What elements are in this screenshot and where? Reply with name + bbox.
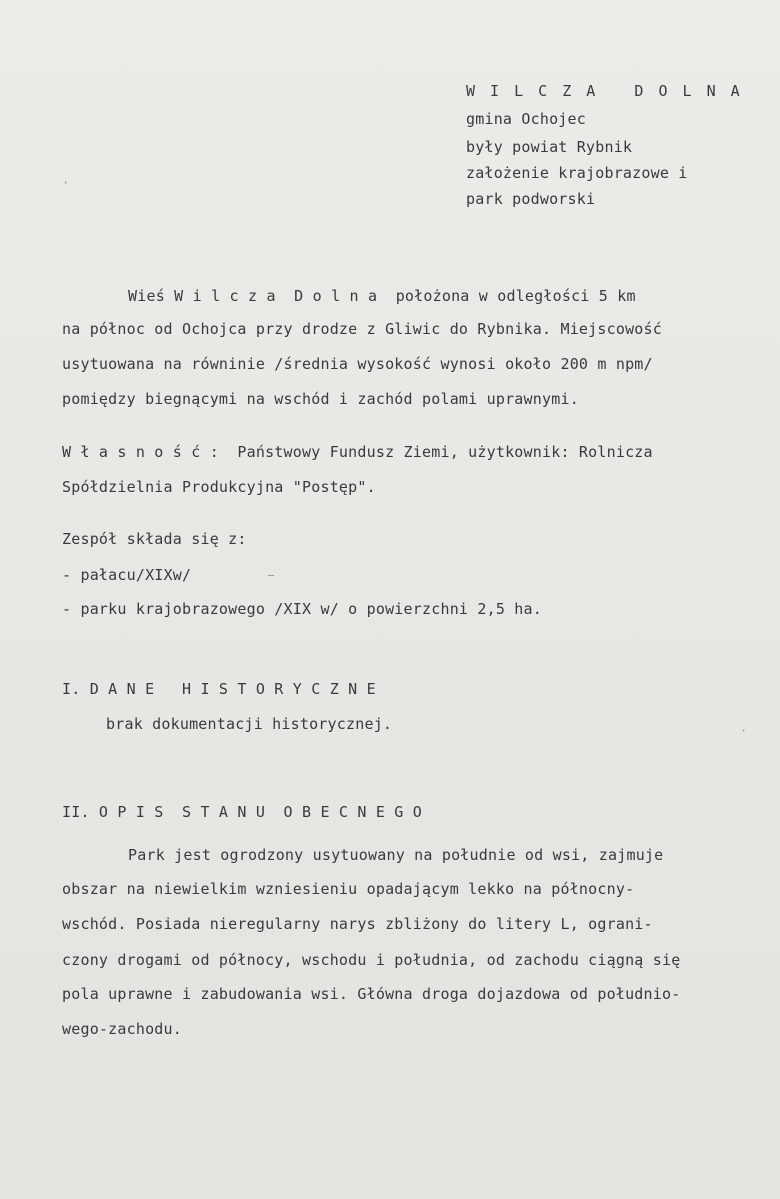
intro-line-1: Wieś W i l c z a D o l n a położona w odległości 5 km [128,287,636,305]
header-line-district: były powiat Rybnik [466,138,633,156]
composition-item-park: - parku krajobrazowego /XIX w/ o powierzchni 2,5 ha. [62,600,542,618]
section-1-heading: I. D A N E H I S T O R Y C Z N E [62,680,376,698]
section-2-line-3: wschód. Posiada nieregularny narys zbliżony do litery L, ograni- [62,915,653,933]
header-line-commune: gmina Ochojec [466,110,586,128]
section-2-line-2: obszar na niewielkim wzniesieniu opadającym lekko na północny- [62,880,635,898]
section-2-line-6: wego-zachodu. [62,1020,182,1038]
stray-mark [268,575,274,576]
section-1-text: brak dokumentacji historycznej. [106,715,393,733]
section-2-line-5: pola uprawne i zabudowania wsi. Główna droga dojazdowa od południo- [62,985,681,1003]
ownership-line-2: Spółdzielnia Produkcyjna "Postęp". [62,478,376,496]
header-line-park: park podworski [466,190,596,208]
section-2-line-4: czony drogami od północy, wschodu i południa, od zachodu ciągną się [62,951,681,969]
intro-line-4: pomiędzy biegnącymi na wschód i zachód polami uprawnymi. [62,390,579,408]
stray-tick-mark: · [740,724,748,738]
ownership-line-1: W ł a s n o ś ć : Państwowy Fundusz Ziemi, użytkownik: Rolnicza [62,443,653,461]
document-title: W I L C Z A D O L N A [466,82,743,100]
intro-line-2: na północ od Ochojca przy drodze z Gliwic do Rybnika. Miejscowość [62,320,662,338]
intro-line-3: usytuowana na równinie /średnia wysokość wynosi około 200 m npm/ [62,355,653,373]
composition-intro: Zespół składa się z: [62,530,247,548]
composition-item-palace: - pałacu/XIXw/ [62,566,192,584]
section-2-heading: II. O P I S S T A N U O B E C N E G O [62,803,422,821]
header-line-type: założenie krajobrazowe i [466,164,688,182]
section-2-line-1: Park jest ogrodzony usytuowany na południe od wsi, zajmuje [128,846,664,864]
stray-dot-mark: · [62,176,70,190]
